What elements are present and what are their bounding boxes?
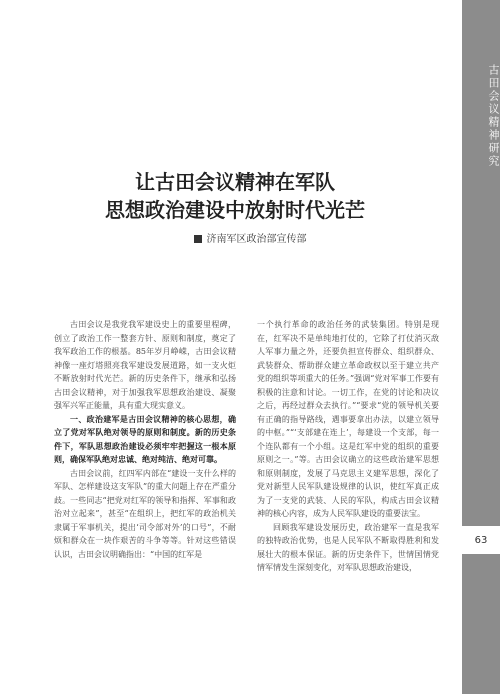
column-left (54, 318, 236, 561)
paragraph: 古田会议是我党我军建设史上的重要里程碑，创立了政治工作一整套方针、原则和制度，奠定了我军政治工作的根基。85年岁月峥嵘，古田会议精神像一座灯塔照亮我军建设发展道路，如一支火炬不断放射时代光芒。新的历史条件下，继承和弘扬古田会议精神，对于加强我军思想政治建设、凝聚强军兴军正能量，具有重大现实意义。 (54, 320, 236, 410)
side-tab (462, 0, 500, 694)
paragraph: 古田会议前，红四军内部在“建设一支什么样的军队、怎样建设这支军队”的重大问题上存在严重分歧。一些同志“把党对红军的领导和指挥、军事和政治对立起来”，甚至“在组织上，把红军的政治机关隶属于军事机关，提出‘司令部对外’的口号”，不耐烦和群众在一块作艰苦的斗争等等。针对这些错误认识，古田会议明确指出：“中国的红军是 (54, 468, 236, 559)
running-header: 古田会议精神研究 (487, 64, 500, 168)
paragraph: 回顾我军建设发展历史，政治建军一直是我军的独特政治优势，也是人民军队不断取得胜利和发展壮大的根本保证。新的历史条件下，世情国情党情军情发生深刻变化，对军队思想政治建设， (257, 522, 439, 572)
article-title (60, 168, 410, 224)
column-right (257, 318, 439, 575)
title-line-2: 思想政治建设中放射时代光芒 (105, 198, 365, 222)
paragraph: 一个执行革命的政治任务的武装集团。特别是现在，红军决不是单纯地打仗的，它除了打仗消灭敌人军事力量之外，还要负担宣传群众、组织群众、武装群众、帮助群众建立革命政权以至于建立共产党的组织等项重大的任务。”强调“党对军事工作要有积极的注意和讨论。一切工作，在党的讨论和决议之后，再经过群众去执行。”“要求“党的领导机关要有正确的指导路线，遇事要拿出办法，以建立领导的中枢。”“‘支部建在连上’，每建设一个支部，每一个连队都有一个小组。这是红军中党的组织的重要原则之一。”等。古田会议确立的这些政治建军思想和原则制度，发展了马克思主义建军思想，深化了党对新型人民军队建设规律的认识，使红军真正成为了一支党的武装、人民的军队，构成古田会议精神的核心内容，成为人民军队建设的重要法宝。 (257, 320, 439, 518)
square-bullet-icon (194, 235, 202, 243)
section-heading-paragraph: 一、政治建军是古田会议精神的核心思想，确立了党对军队绝对领导的原则和制度。新的历史条件下，军队思想政治建设必须牢牢把握这一根本原则，确保军队绝对忠诚、绝对纯洁、绝对可靠。 (54, 414, 236, 464)
byline (100, 230, 400, 245)
byline-text: 济南军区政治部宣传部 (206, 234, 307, 245)
page-number: 63 (462, 526, 500, 554)
title-line-1: 让古田会议精神在军队 (135, 170, 335, 194)
